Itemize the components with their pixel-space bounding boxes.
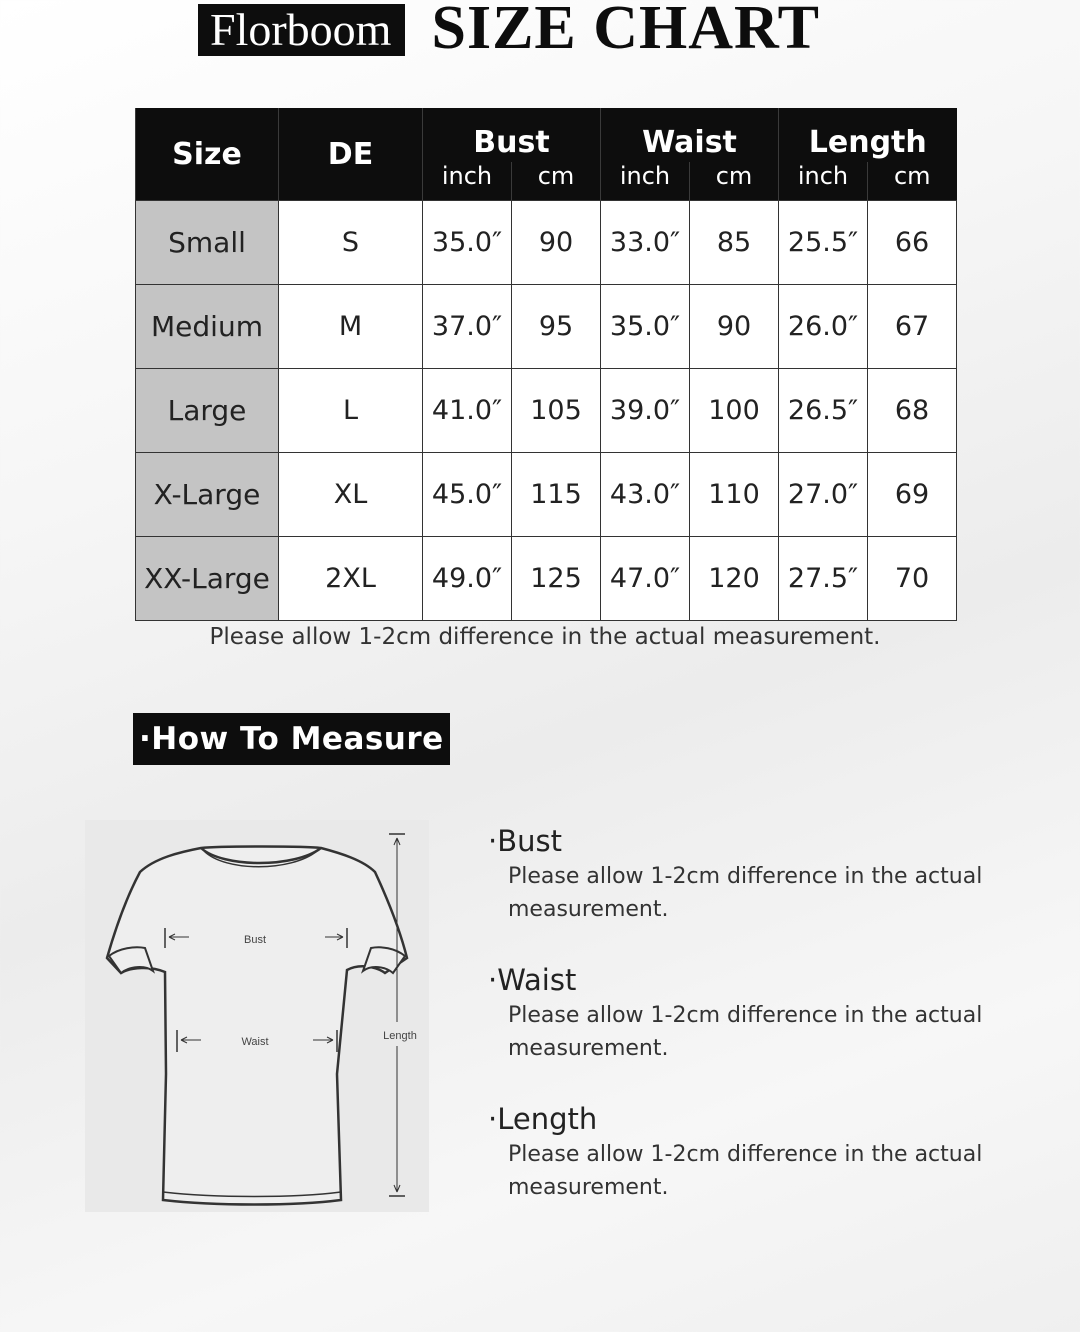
bust-inch: 35.0″ <box>423 201 512 285</box>
de-size: S <box>279 201 423 285</box>
waist-inch: 47.0″ <box>601 537 690 621</box>
length-inch: 26.0″ <box>779 285 868 369</box>
header-size: Size <box>136 108 279 201</box>
measure-title: ·Bust <box>488 824 562 858</box>
length-inch: 26.5″ <box>779 369 868 453</box>
length-cm: 68 <box>868 369 957 453</box>
page-title: SIZE CHART <box>431 0 821 62</box>
header-bust: Bust <box>423 108 601 162</box>
size-label: Small <box>136 201 279 285</box>
bust-inch: 41.0″ <box>423 369 512 453</box>
waist-cm: 120 <box>690 537 779 621</box>
measure-desc: Please allow 1-2cm difference in the actual measurement. <box>508 1003 983 1061</box>
unit-length-inch: inch <box>779 162 868 201</box>
waist-cm: 85 <box>690 201 779 285</box>
unit-bust-cm: cm <box>512 162 601 201</box>
unit-length-cm: cm <box>868 162 957 201</box>
header-waist: Waist <box>601 108 779 162</box>
brand-logo: Florboom <box>198 4 405 56</box>
bust-cm: 105 <box>512 369 601 453</box>
bust-inch: 49.0″ <box>423 537 512 621</box>
waist-cm: 110 <box>690 453 779 537</box>
diagram-bust-label: Bust <box>243 934 267 946</box>
bust-cm: 115 <box>512 453 601 537</box>
bust-inch: 45.0″ <box>423 453 512 537</box>
bust-cm: 95 <box>512 285 601 369</box>
waist-inch: 39.0″ <box>601 369 690 453</box>
measure-desc: Please allow 1-2cm difference in the actual measurement. <box>508 864 983 922</box>
de-size: XL <box>279 453 423 537</box>
table-row <box>136 537 957 621</box>
measurement-note: Please allow 1-2cm difference in the actual measurement. <box>209 624 881 650</box>
diagram-length-label: Length <box>383 1030 417 1042</box>
size-label: Medium <box>136 285 279 369</box>
table-row <box>136 285 957 369</box>
size-label: X-Large <box>136 453 279 537</box>
header-de: DE <box>279 108 423 201</box>
de-size: 2XL <box>279 537 423 621</box>
header-length: Length <box>779 108 957 162</box>
unit-bust-inch: inch <box>423 162 512 201</box>
length-cm: 69 <box>868 453 957 537</box>
measure-desc: Please allow 1-2cm difference in the actual measurement. <box>508 1142 983 1200</box>
measure-waist <box>488 963 1028 1065</box>
size-label: Large <box>136 369 279 453</box>
table-row <box>136 369 957 453</box>
bust-inch: 37.0″ <box>423 285 512 369</box>
how-to-measure-heading: ·How To Measure <box>133 713 450 765</box>
bust-cm: 90 <box>512 201 601 285</box>
length-inch: 25.5″ <box>779 201 868 285</box>
waist-inch: 33.0″ <box>601 201 690 285</box>
table-row <box>136 201 957 285</box>
tshirt-diagram <box>85 820 429 1212</box>
measure-title: ·Length <box>488 1102 598 1136</box>
waist-cm: 100 <box>690 369 779 453</box>
unit-waist-cm: cm <box>690 162 779 201</box>
de-size: M <box>279 285 423 369</box>
diagram-waist-label: Waist <box>241 1036 269 1048</box>
unit-waist-inch: inch <box>601 162 690 201</box>
tshirt-illustration <box>85 820 429 1212</box>
waist-inch: 43.0″ <box>601 453 690 537</box>
bust-cm: 125 <box>512 537 601 621</box>
length-cm: 67 <box>868 285 957 369</box>
measure-bust <box>488 824 1028 926</box>
length-cm: 66 <box>868 201 957 285</box>
measure-length <box>488 1102 1028 1204</box>
length-cm: 70 <box>868 537 957 621</box>
waist-inch: 35.0″ <box>601 285 690 369</box>
measure-title: ·Waist <box>488 963 577 997</box>
length-inch: 27.0″ <box>779 453 868 537</box>
page-header <box>198 0 821 62</box>
de-size: L <box>279 369 423 453</box>
waist-cm: 90 <box>690 285 779 369</box>
length-inch: 27.5″ <box>779 537 868 621</box>
size-table <box>135 108 957 621</box>
table-row <box>136 453 957 537</box>
size-label: XX-Large <box>136 537 279 621</box>
